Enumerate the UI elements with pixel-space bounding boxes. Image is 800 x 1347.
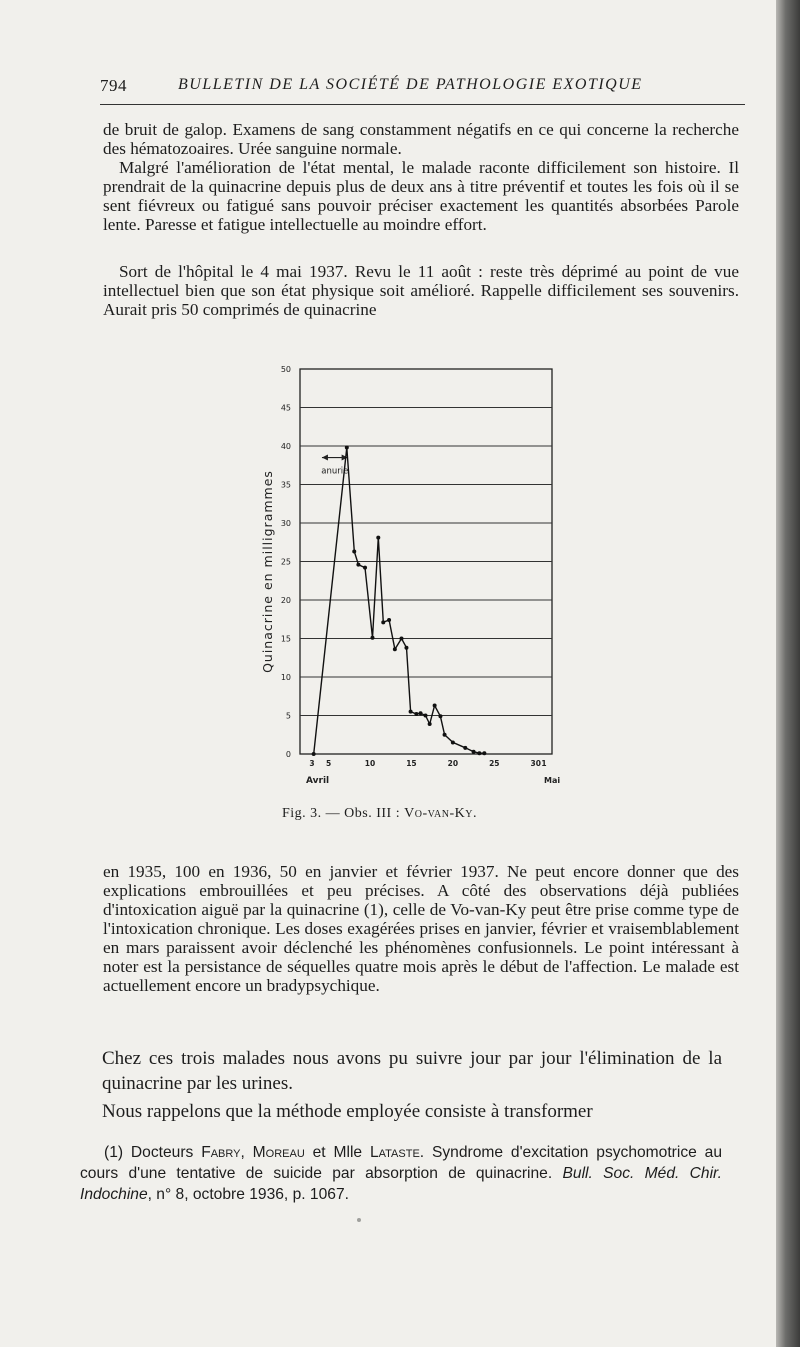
footnote-text-4: , n° 8, octobre 1936, p. 1067. (147, 1186, 349, 1203)
y-tick-label: 40 (280, 442, 291, 451)
figure-caption (282, 806, 477, 822)
paragraph-method: Nous rappelons que la méthode employée consiste à transformer (102, 1101, 593, 1122)
header-rule (100, 104, 745, 105)
paragraph-discharge: Sort de l'hôpital le 4 mai 1937. Revu le 11 août : reste très déprimé au point de vue intellectuel bien que son état physique soit amélioré. Rappelle difficilement ses souvenirs. Aurait pris 50 comprimés de quinacrine (103, 262, 739, 319)
data-point (409, 710, 413, 714)
paragraph-chronic-intoxication: en 1935, 100 en 1936, 50 en janvier et février 1937. Ne peut encore donner que des explications embrouillées et peu précises. A côté des observations déjà publiées d'intoxication aiguë par la quinacrine (1), celle de Vo-van-Ky peut être prise comme type de l'intoxication chronique. Les doses exagérées prises en janvier, février et vraisemblablement en mars paraissent avoir déclenché les phénomènes confusionnels. Le point intéressant à noter est la persistance de séquelles quatre mois après le début de l'affection. Le malade est actuellement encore un bradypsychique. (103, 862, 739, 995)
data-point (387, 618, 391, 622)
month-label-start: Avril (306, 776, 330, 786)
y-tick-label: 10 (280, 673, 291, 682)
page-header (100, 76, 730, 100)
data-point (463, 746, 467, 750)
x-tick-label: 20 (447, 759, 459, 768)
y-tick-label: 35 (280, 480, 291, 490)
quinacrine-elimination-chart (250, 355, 560, 795)
paragraph-elimination: Chez ces trois malades nous avons pu suivre jour par jour l'élimination de la quinacrine par les urines. (102, 1048, 722, 1094)
y-tick-label: 15 (280, 634, 291, 644)
month-label-end: Mai (544, 776, 560, 785)
data-point (381, 620, 385, 624)
x-tick-label: 30 (530, 759, 541, 768)
footnote-author-1: Fabry (201, 1144, 241, 1161)
y-tick-label: 30 (280, 519, 291, 528)
data-point (482, 751, 486, 755)
anurie-label: anurie (321, 466, 349, 477)
footnote-journal: Bull. Soc. Méd. Chir. Indochine (80, 1165, 723, 1203)
anurie-arrowhead-left (322, 455, 328, 461)
data-point (370, 636, 374, 640)
data-point (363, 566, 367, 570)
paragraph-continuation: de bruit de galop. Examens de sang constamment négatifs en ce qui concerne la recherche des hématozoaires. Urée sanguine normale. (103, 120, 739, 158)
footnote-text-2: et Mlle (304, 1144, 370, 1161)
data-point (352, 549, 356, 553)
ink-speck (357, 1218, 361, 1222)
caption-prefix: Fig. 3. — Obs. III : (282, 806, 405, 821)
book-binding-edge (776, 0, 800, 1347)
paragraph-mental-state: Malgré l'amélioration de l'état mental, le malade raconte difficilement son histoire. Il prendrait de la quinacrine depuis plus de deux ans à titre préventif et toutes les fois où il se sent fiévreux ou fatigué sans pouvoir préciser exactement les quantités absorbées Parole lente. Paresse et fatigue intellectuelle au moindre effort. (103, 158, 739, 234)
data-point (443, 733, 447, 737)
page-number: 794 (100, 76, 127, 95)
data-point (438, 714, 442, 718)
y-tick-label: 50 (280, 365, 291, 374)
data-point (393, 647, 397, 651)
data-point (477, 751, 481, 755)
y-tick-label: 5 (285, 711, 291, 721)
data-point (414, 712, 418, 716)
footnote-number: (1) (104, 1144, 124, 1161)
y-axis-label: Quinacrine en milligrammes (260, 470, 275, 673)
y-tick-label: 45 (280, 403, 291, 413)
x-tick-label: 25 (489, 759, 500, 768)
footnote-author-2: Moreau (252, 1144, 305, 1161)
x-tick-label: 5 (325, 759, 332, 768)
data-point (345, 446, 349, 450)
y-tick-label: 20 (280, 596, 291, 605)
data-point (399, 637, 403, 641)
data-point (424, 714, 428, 718)
data-point (433, 703, 437, 707)
x-tick-label: 10 (364, 759, 376, 768)
series-line (314, 448, 485, 755)
data-point (404, 646, 408, 650)
footnote-text-1: Docteurs (123, 1144, 202, 1161)
y-tick-label: 0 (285, 750, 291, 759)
data-point (451, 740, 455, 744)
data-point (312, 752, 316, 756)
footnote-text-3: . Syndrome d'excitation psychomotrice au cours d'une tentative de suicide par absorption de quinacrine. (80, 1144, 723, 1182)
data-point (419, 711, 423, 715)
y-tick-label: 25 (280, 557, 291, 567)
x-tick-label: 15 (406, 759, 417, 768)
data-point (376, 536, 380, 540)
footnote (80, 1142, 722, 1205)
x-tick-label: 1 (541, 759, 547, 768)
footnote-author-3: Lataste (369, 1144, 420, 1161)
caption-observation-name: Vo-van-Ky. (404, 806, 477, 821)
running-title: BULLETIN DE LA SOCIÉTÉ DE PATHOLOGIE EXOTIQUE (178, 76, 643, 93)
data-point (472, 750, 476, 754)
x-tick-label: 3 (309, 759, 315, 768)
data-point (428, 722, 432, 726)
footnote-sep-1: , (240, 1144, 253, 1161)
data-point (356, 563, 360, 567)
